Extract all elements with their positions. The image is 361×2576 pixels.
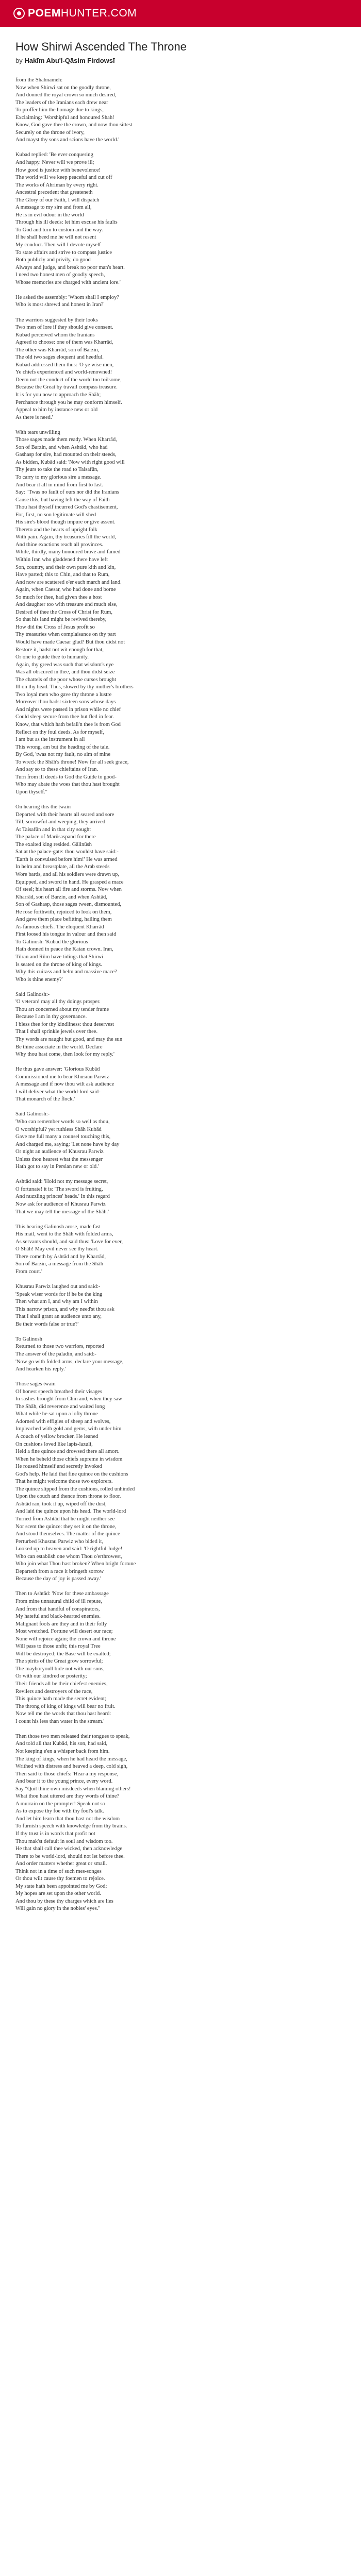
poem-line: Thou art concerned about my tender frame <box>15 1006 109 1012</box>
poem-line: To carry to my glorious sire a message. <box>15 474 102 480</box>
stanza <box>15 1066 346 1104</box>
poem-line: As there is need.' <box>15 414 53 420</box>
poem-line: Said Galinosh:- <box>15 991 50 997</box>
poem-line: 'O veteran! may all thy doings prosper. <box>15 999 101 1005</box>
poem-line: Thy treasuries when complaisance on thy part <box>15 632 116 638</box>
poem-line: He rose forthwith, rejoiced to look on them, <box>15 909 112 915</box>
poem-line: Thy jeurs to take the road to Taisafūn, <box>15 467 99 473</box>
poem-line: Appeal to him by instance new or old <box>15 407 98 413</box>
poem-line: Because the day of joy is passed away.' <box>15 1576 101 1582</box>
poem-line: Hath got to say in Persian new or old.' <box>15 1164 99 1170</box>
poem-line: Within Iran who gladdened there have left <box>15 557 108 563</box>
poem-line: Then said to those chiefs: 'Hear a my response, <box>15 1771 119 1777</box>
poem-line: And daughter too with treasure and much else, <box>15 602 118 608</box>
poem-line: Gave me full many a counsel touching this, <box>15 1134 111 1140</box>
poem-line: This narrow prison, and why need'st thou ask <box>15 1306 114 1312</box>
poem-line: Departeth from a race it bringeth sorrow <box>15 1568 104 1574</box>
poem-line: This hearing Galinosh arose, made fast <box>15 1224 101 1230</box>
poem-line: Kubad perceived whom the Iranians <box>15 332 95 338</box>
poem-line: Of honest speech breathed their visages <box>15 1388 102 1395</box>
poem-line: And from that handful of conspirators, <box>15 1606 100 1612</box>
poem-line: The palace of Marūsaspand for there <box>15 834 96 840</box>
poem-line: Nor scent the quince: they set it on the throne, <box>15 1523 117 1530</box>
poem-line: Held a fine quince and drowsed there all amort. <box>15 1449 120 1455</box>
poem-line: I am but as the instrument in all <box>15 737 85 743</box>
stanza <box>15 804 346 984</box>
poem-line: How good is justice with benevolence! <box>15 167 101 173</box>
poem-line: Thy words are naught but good, and may the sun <box>15 1037 123 1042</box>
stanza <box>15 317 346 422</box>
poem-line: Son of Barzin, and when Ashtād, who had <box>15 444 108 450</box>
poem-line: Upon thyself." <box>15 789 47 795</box>
stanza <box>15 77 346 144</box>
poem-line: Will pass to those unfit; this royal Tree <box>15 1643 101 1650</box>
poem-line: Think not in a time of such mes-songes <box>15 1868 102 1874</box>
poem-line: Always and judge, and break no poor man's heart. <box>15 264 125 270</box>
poem-line: Ye chiefs experienced and world-renowned! <box>15 369 112 376</box>
poem-line: Be thine associate in the world. Declare <box>15 1044 103 1050</box>
poem-line: Thou mak'st default in soul and wisdom too. <box>15 1838 113 1844</box>
poem-line: And hearken his reply.' <box>15 1366 66 1372</box>
poem-title: How Shirwi Ascended The Throne <box>15 40 187 53</box>
poem-line: Both publicly and privily, do good <box>15 257 91 263</box>
poem-line: On hearing this the twain <box>15 804 71 810</box>
poem-line: Will gain no glory in the nobles' eyes." <box>15 1906 101 1912</box>
stanza <box>15 1590 346 1725</box>
poem-line: Son of Barzin, a message from the Shāh <box>15 1261 104 1267</box>
poem-line: To state affairs and strive to compass justice <box>15 249 112 256</box>
poem-line: With tears unwilling <box>15 429 60 435</box>
poem-line: None will rejoice again; the crown and throne <box>15 1636 116 1642</box>
poem-line: Why this cuirass and helm and massive mace? <box>15 969 117 975</box>
poem-line: Two loyal men who gave thy throne a lustre <box>15 691 112 698</box>
poem-line: And told all that Kubād, his son, had said, <box>15 1741 108 1747</box>
poem-line: This wrong, am but the heading of the tale. <box>15 744 110 750</box>
poem-line: As servants should, and said thus: 'Love for ever, <box>15 1239 123 1245</box>
poem-line: As famous chiefs. The eloquent Kharrād <box>15 924 104 930</box>
poem-line: Deem not the conduct of the world too toilsome, <box>15 377 122 383</box>
poem-line: From mine unnatural child of ill repute, <box>15 1599 102 1605</box>
poem-line: Those sages made them ready. When Kharrād, <box>15 437 117 443</box>
poem-line: To Galinosh <box>15 1336 42 1342</box>
poem-line: This quince hath made the secret evident; <box>15 1696 106 1702</box>
poem-line: Kubad addressed them thus: 'O ye wise men, <box>15 362 114 368</box>
poem-line: Or with our kindred or posterity; <box>15 1673 87 1680</box>
poem-line: Malignant fools are they and in their folly <box>15 1621 107 1627</box>
poem-line: As to expose thy foe with thy fool's talk. <box>15 1808 104 1815</box>
poem-line: Departed with their hearts all seared and sore <box>15 811 114 818</box>
poem-line: And nights were passed in prison while no chief <box>15 706 121 713</box>
poem-line: Who join what Thou hast broken? When bright fortune <box>15 1561 136 1567</box>
poem-line: Would have made Caesar glad? But thou didst not <box>15 639 125 646</box>
poem-line: Khusrau Parwiz laughed out and said:- <box>15 1284 101 1290</box>
poem-line: My state hath been appointed me by God; <box>15 1883 107 1889</box>
author-link[interactable]: Hakīm Abu'l-Qāsim Firdowsī <box>24 57 115 64</box>
poem-line: When he beheld those chiefs supreme in wisdom <box>15 1456 123 1462</box>
poem-line: And charged me, saying: 'Let none have by day <box>15 1141 120 1147</box>
poem-line: 'Earth is convulsed before him!' He was armed <box>15 856 118 862</box>
poem-line: Be their words false or true?' <box>15 1321 79 1327</box>
poem-line: That I shall sprinkle jewels over thee. <box>15 1029 98 1035</box>
poem-line: Sat at the palace-gate: thou wouldst have said:- <box>15 849 119 855</box>
stanza <box>15 1224 346 1276</box>
poem-line: And order matters whether great or small. <box>15 1861 107 1867</box>
poem-line: Turn from ill deeds to God the Guide to good- <box>15 774 117 780</box>
poem-line: To wreck the Shāh's throne! Now for all seek grace, <box>15 759 129 765</box>
stanza <box>15 1733 346 1913</box>
poem-line: O worshipful? yet ruthless Shāh Kubād <box>15 1126 102 1132</box>
poem-line: Who can establish one whom Thou o'erthrowest, <box>15 1553 122 1560</box>
poem-line: Or night an audience of Khusrau Parwiz <box>15 1149 104 1155</box>
poem-line: A message to my sire and from all, <box>15 205 92 211</box>
poem-line: I count his less than water in the stream.' <box>15 1718 105 1724</box>
poem-line: What while he sat upon a lofty throne <box>15 1411 98 1417</box>
poem-line: Know, God gave thee the crown, and now thou sittest <box>15 122 133 128</box>
poem-line: And mayst thy sons and scions have the world.' <box>15 137 120 143</box>
poem-line: Upon the couch and thence from throne to floor. <box>15 1494 121 1500</box>
poem-line: With pain. Again, thy treasuries fill the world, <box>15 534 116 540</box>
poem-line: Not keeping e'en a whisper back from him. <box>15 1748 110 1754</box>
poem-line: The warriors suggested by their looks <box>15 317 98 323</box>
poem-line: He asked the assembly: 'Whom shall I employ? <box>15 294 120 300</box>
poem-line: What thou hast uttered are they words of thine? <box>15 1793 120 1800</box>
poem-line: Revilers and destroyers of the race, <box>15 1688 93 1694</box>
poem-line: Most wretched. Fortune will desert our race; <box>15 1629 113 1635</box>
poem-line: Returned to those two warriors, reported <box>15 1344 104 1350</box>
poem-line: It is for you now to approach the Shāh; <box>15 392 101 398</box>
poem-line: As bidden, Kubād said: 'Now with right good will <box>15 459 125 465</box>
poem-line: To proffer him the homage due to kings, <box>15 107 104 113</box>
poem-line: O Shāh! May evil never see thy heart. <box>15 1246 99 1252</box>
poem-line: Again, when Caesar, who had done and borne <box>15 587 116 593</box>
stanza <box>15 151 346 286</box>
poem-line: I bless thee for thy kindliness: thou deservest <box>15 1021 114 1027</box>
poem-line: The Glory of our Faith, I will dispatch <box>15 197 100 203</box>
poem-line: I need two honest men of goodly speech, <box>15 272 105 278</box>
poem-line: The answer of the paladin, and said:- <box>15 1351 96 1357</box>
poem-line: On cushions loved like lapis-lazuli, <box>15 1441 93 1447</box>
poem-line: Kubad replied: 'Be ever conquering <box>15 152 93 158</box>
poem-line: The exalted king resided. Gālinūsh <box>15 841 92 848</box>
poem-line: Know, that which hath befall'n thee is from God <box>15 722 121 728</box>
site-header <box>0 0 361 27</box>
poem-line: So that his land might be revived thereby, <box>15 617 107 623</box>
poem-line: 'Now go with folded arms, declare your message, <box>15 1359 124 1365</box>
poem-line: Commissioned me to bear Khusrau Parwiz <box>15 1074 109 1080</box>
poem-line: Have parted; this to Chin, and that to Rum, <box>15 572 110 578</box>
poem-line: Then those two men released their tongues to speak, <box>15 1733 130 1739</box>
logo-icon <box>13 8 25 19</box>
poem-line: Cause this, but having left the way of Faith <box>15 497 110 503</box>
poem-line: A murrain on the prompter! Speak not so <box>15 1801 105 1807</box>
poem-line: Turned from Ashtād that he might neither see <box>15 1516 115 1522</box>
poem-line: Thereto and the hearts of upright folk <box>15 527 97 533</box>
poem-line: Ancestral precedent that greateneth <box>15 190 93 196</box>
poem-line: My hopes are set upon the other world. <box>15 1891 101 1897</box>
poem-line: Two men of lore if they should give consent. <box>15 325 113 331</box>
poem-line: From court.' <box>15 1268 42 1275</box>
poem-line: If thy trust is in words that profit not <box>15 1831 95 1837</box>
poem-line: And donned the royal crown so much desired, <box>15 92 117 98</box>
poem-line: To Galinosh: 'Kubad the glorious <box>15 939 88 945</box>
poem-line: Whose memories are charged with ancient lore.' <box>15 279 121 285</box>
poem-line: Adorned with effigies of sheep and wolves, <box>15 1418 111 1425</box>
poem-line: God's help. He laid that fine quince on the cushions <box>15 1471 128 1477</box>
poem-line: Ashtād said: 'Hold not my message secret, <box>15 1179 108 1185</box>
poem-line: And now are scattered o'er each march and land. <box>15 579 122 585</box>
poem-line: The other was Kharrād, son of Barzin, <box>15 347 100 353</box>
poem-line: He thus gave answer: 'Glorious Kubād <box>15 1066 100 1073</box>
poem-line: Desired of thee the Cross of Christ for Rum, <box>15 609 113 615</box>
poem-line: And let him learn that thou hast not the wisdom <box>15 1816 120 1822</box>
poem-line: Writhed with distress and heaved a deep, cold sigh, <box>15 1764 128 1770</box>
poem-line: The leaders of the Iranians each drew near <box>15 99 108 106</box>
poem-line: from the Shahnameh: <box>15 77 63 83</box>
poem-line: Exclaiming: 'Worshipful and honoured Shah! <box>15 114 114 121</box>
poem-line: Ashtād ran, took it up, wiped off the dust, <box>15 1501 107 1507</box>
poem-content <box>0 27 361 1913</box>
poem-line: And nuzzling princes' heads.' In this regard <box>15 1194 110 1200</box>
poem-line: Or one to guide thee to humanity. <box>15 654 89 660</box>
poem-line: Looked up to heaven and said: 'O rightful Judge! <box>15 1546 123 1552</box>
site-logo[interactable] <box>13 7 137 20</box>
stanza <box>15 991 346 1059</box>
poem-line: Their friends all be their chiefest enemies, <box>15 1681 108 1687</box>
logo-text: POEMHUNTER.COM <box>28 7 137 19</box>
stanza <box>15 1178 346 1216</box>
poem-line: His sire's blood though impure or give assent. <box>15 519 116 526</box>
poem-line: 'Who can remember words so well as thou, <box>15 1119 110 1125</box>
poem-line: Wore bards, and all his soldiers were drawn up, <box>15 871 119 877</box>
poem-line: Of steel; his heart all fire and storms. Now when <box>15 887 122 893</box>
poem-line: In sashes brought from Chin and, when they saw <box>15 1396 122 1402</box>
poem-line: Son, country, and their own pure kith and kin, <box>15 564 116 570</box>
poem-line: That he might welcome those two explorers. <box>15 1479 113 1485</box>
poem-line: And bear it all in mind from first to last. <box>15 482 104 488</box>
poem-line: The Shāh, did reverence and waited long <box>15 1403 105 1410</box>
poem-line: The world will we keep peaceful and cut off <box>15 175 112 181</box>
poem-line: Perchance through you he may conform himself. <box>15 399 122 405</box>
poem-line: Now tell me the words that thou hast heard: <box>15 1711 111 1717</box>
poem-line: He that shall call thee wicked, then acknowledge <box>15 1846 123 1852</box>
poem-line: Or thou wilt cause thy foemen to rejoice. <box>15 1876 105 1882</box>
poem-line: His mail, went to the Shāh with folded arms, <box>15 1231 113 1238</box>
poem-line: Then what am I, and why am I within <box>15 1299 98 1305</box>
poem-line: At Taisafūn and in that city sought <box>15 826 91 833</box>
poem-line: Those sages twain <box>15 1381 56 1387</box>
poem-line: Agreed to choose: one of them was Kharrād, <box>15 340 113 346</box>
poem-line: Was all obscured in thee, and thou didst seize <box>15 669 115 675</box>
poem-line: The chattels of the poor whose curses brought <box>15 676 117 683</box>
poem-line: Gashasp for sire, had mounted on their steeds, <box>15 452 117 458</box>
poem-line: 'Speak wiser words for if he be the king <box>15 1291 103 1297</box>
poem-line: Because the Great by travail compass treasure. <box>15 384 118 391</box>
poem-line: Perturbed Khusrau Parwiz who bided it, <box>15 1538 104 1545</box>
poem-line: Why thou hast come, then look for my reply.' <box>15 1052 114 1058</box>
poem-line: To furnish speech with knowledge from thy brains. <box>15 1823 127 1829</box>
poem-line: A couch of yellow brocker. He leaned <box>15 1433 99 1439</box>
poem-body <box>15 77 346 1913</box>
poem-line: That I shall grant an audience unto any, <box>15 1314 102 1320</box>
poem-line: Securely on the throne of ivory, <box>15 129 85 135</box>
poem-line: The quince slipped from the cushions, rolled unhinded <box>15 1486 135 1492</box>
poem-line: There cometh by Ashtād and by Kharrād, <box>15 1253 106 1260</box>
poem-line: So much for thee, had given thee a host <box>15 594 102 600</box>
poem-line: And stood themselves. The matter of the quince <box>15 1531 120 1537</box>
poem-line: Who may abate the woes that thou hast brought <box>15 782 120 788</box>
poem-line: Moreover thou hadst sixteen sons whose days <box>15 699 116 705</box>
poem-line: O fortunate! it is: 'The sword is fruiting, <box>15 1186 103 1192</box>
poem-line: Thou hast thyself incurred God's chastisement, <box>15 504 118 511</box>
stanza <box>15 1283 346 1328</box>
poem-line: While, thirdly, many honoured brave and famed <box>15 549 121 555</box>
poem-line: Is seated on the throne of king of kings. <box>15 961 102 968</box>
poem-line: He is in evil odour in the world <box>15 212 84 218</box>
by-label: by <box>15 57 23 64</box>
poem-line: The throng of king of kings will bear no fruit. <box>15 1703 116 1709</box>
poem-line: Son of Gashasp, those sages tween, dismounted, <box>15 902 122 908</box>
poem-line: Now ask for audience of Khusrau Parwiz <box>15 1201 106 1208</box>
poem-line: Say "Quit thine own misdeeds when blaming others! <box>15 1786 131 1792</box>
stanza <box>15 294 346 309</box>
poem-line: For, first, no son legitimate will shed <box>15 512 96 518</box>
poem-line: My conduct. Then will I devote myself <box>15 242 101 248</box>
poem-line: Hath donned in peace the Kaian crown. Iran, <box>15 946 113 953</box>
byline <box>15 57 346 64</box>
poem-line: A message and if now thou wilt ask audience <box>15 1081 114 1088</box>
poem-line: Then to Ashtād: 'Now for these ambassage <box>15 1591 109 1597</box>
poem-line: That monarch of the flock.' <box>15 1096 75 1103</box>
poem-line: There to be world-lord, should not let before thee. <box>15 1853 125 1859</box>
poem-line: Till, sorrowful and weeping, they arrived <box>15 819 106 825</box>
poem-line: Through his ill deeds: let him excuse his faults <box>15 219 118 226</box>
poem-line: And say so to these chieftains of Iran. <box>15 767 99 773</box>
poem-line: In helm and breastplate, all the Arab steeds <box>15 864 110 870</box>
poem-line: The mayboryoull bide not with our sons, <box>15 1666 105 1672</box>
poem-line: And thou by these thy charges which are lies <box>15 1898 113 1904</box>
stanza <box>15 1381 346 1583</box>
poem-line: The old two sages eloquent and heedful. <box>15 354 104 361</box>
poem-line: Who is thine enemy?' <box>15 976 63 982</box>
poem-line: Will be destroyed; the Base will be exalted; <box>15 1651 111 1657</box>
poem-line: Reflect on thy foul deeds. As for myself, <box>15 729 105 735</box>
poem-line: He roused himself and secretly invoked <box>15 1464 102 1470</box>
poem-line: Could sleep secure from thee but fled in fear. <box>15 714 114 720</box>
poem-line: Because I am in thy governance. <box>15 1014 87 1020</box>
poem-line: Kharrād, son of Barzin, and when Ashtād, <box>15 894 107 900</box>
stanza <box>15 1336 346 1374</box>
poem-line: I will deliver what the world-lord said- <box>15 1089 101 1095</box>
poem-line: Restore it, hadst not wit enough for that, <box>15 647 104 653</box>
stanza <box>15 429 346 796</box>
poem-line: How did the Cross of Jesus profit so <box>15 624 95 630</box>
poem-line: First loosed his tongue in valour and then said <box>15 931 117 938</box>
poem-line: And thine exactions reach all provinces. <box>15 541 104 548</box>
stanza <box>15 1111 346 1171</box>
poem-line: By God, 'twas not my fault, no aim of mine <box>15 752 111 758</box>
poem-line: And happy. Never will we prove ill; <box>15 160 94 166</box>
poem-line: If he shall heed me he will not resent <box>15 234 96 241</box>
poem-line: And bear it to the young prince, every word. <box>15 1778 113 1785</box>
poem-line: Said Galinosh:- <box>15 1111 50 1117</box>
poem-line: Now when Shirwi sat on the goodly throne, <box>15 84 111 91</box>
poem-line: Say: "Twas no fault of ours nor did the Iranians <box>15 489 119 496</box>
poem-line: Impleached with gold and gems, with under him <box>15 1426 122 1432</box>
poem-line: Unless thou hearest what the messenger <box>15 1156 103 1162</box>
poem-line: And laid the quince upon his head. The world-lord <box>15 1509 126 1515</box>
poem-line: Ill on thy head. Thus, slowed by thy mother's brothers <box>15 684 134 690</box>
poem-line: Tūran and Rūm have tidings that Shirwi <box>15 954 104 960</box>
poem-line: The king of kings, when he had heard the message, <box>15 1756 127 1762</box>
poem-line: Equipped, and sword in hand. He grasped a mace <box>15 879 124 885</box>
poem-line: The spirits of the Great grow sorrowful; <box>15 1658 103 1665</box>
poem-line: And gave them place befitting, hailing them <box>15 917 112 923</box>
poem-line: That we may tell the message of the Shāh.' <box>15 1209 109 1215</box>
poem-line: My hateful and black-hearted enemies. <box>15 1614 101 1620</box>
poem-line: Again, thy greed was such that wisdom's eye <box>15 662 114 668</box>
poem-line: The works of Ahriman by every right. <box>15 182 99 188</box>
poem-line: To God and turn to custom and the way. <box>15 227 103 233</box>
poem-line: Who is most shrewd and honest in Iran?' <box>15 302 105 308</box>
